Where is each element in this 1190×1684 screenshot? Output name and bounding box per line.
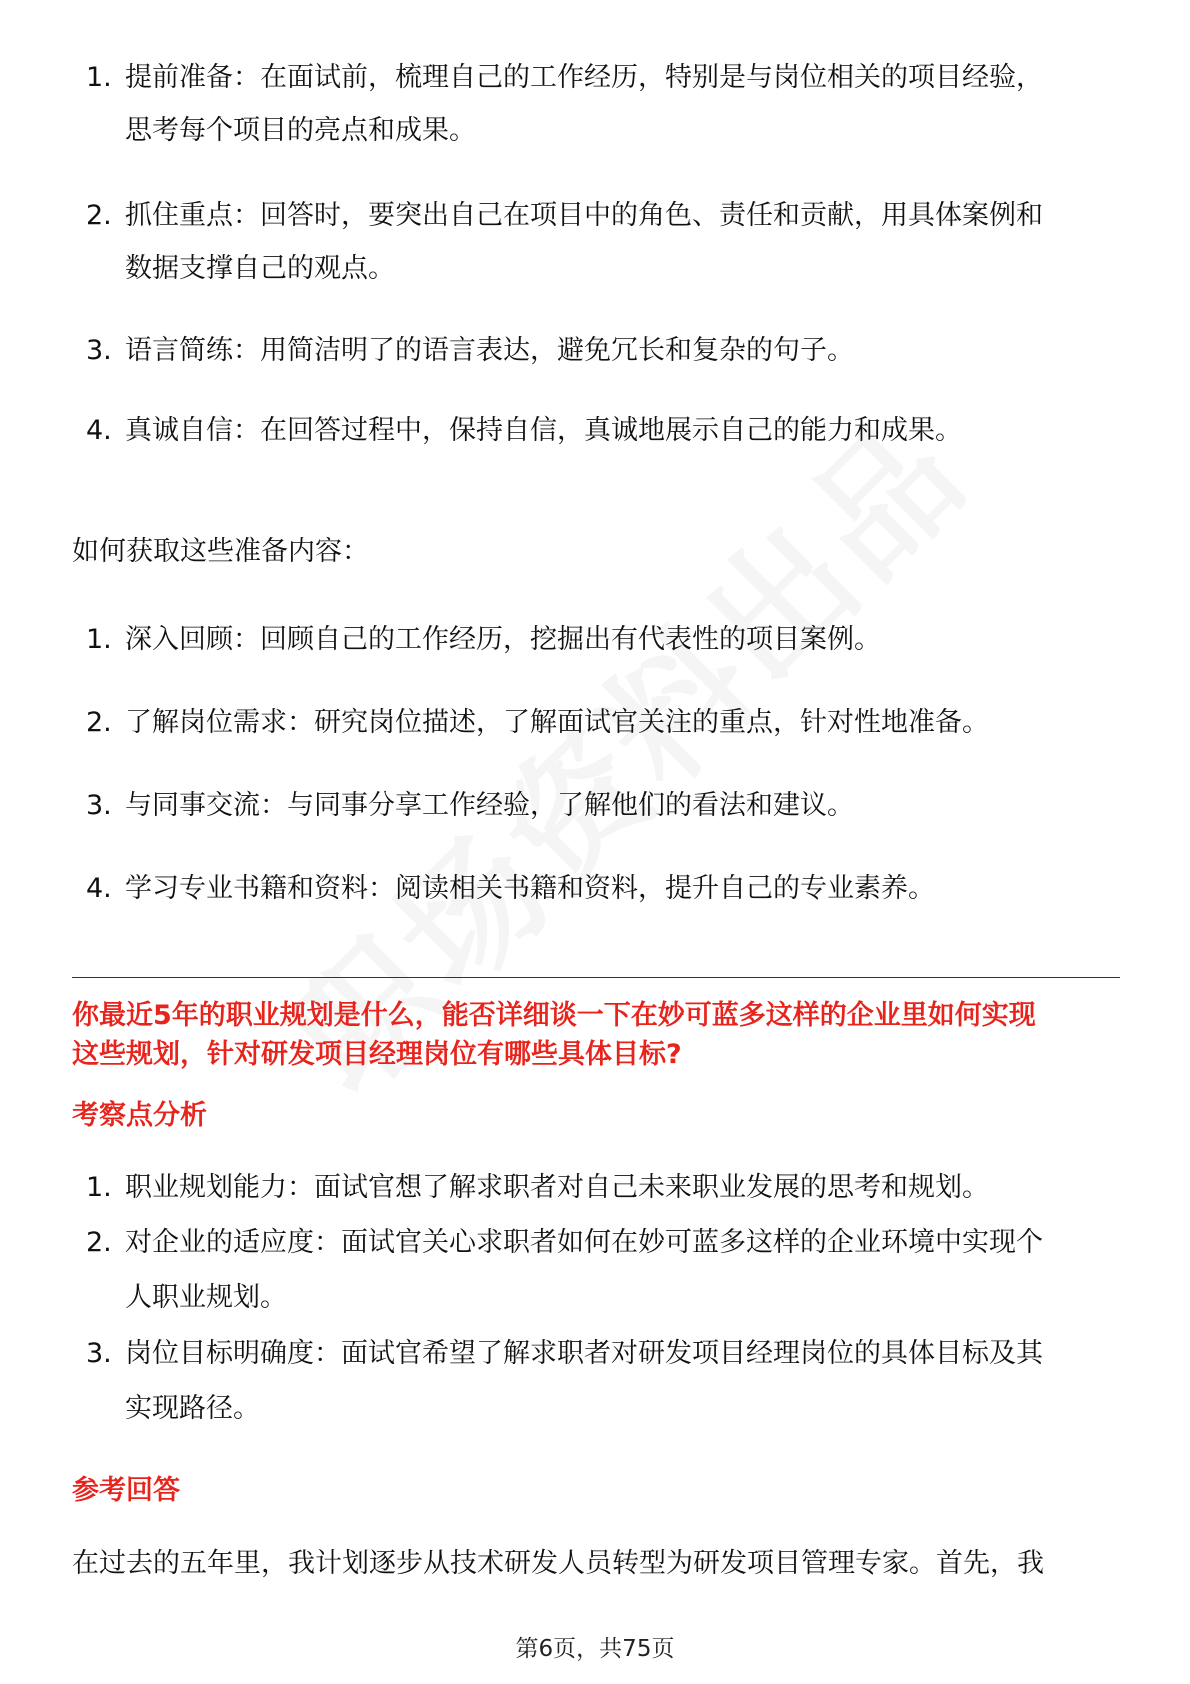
list-number: 2. — [86, 1227, 112, 1258]
list-number: 4. — [86, 415, 112, 446]
list-text-line: 真诚自信：在回答过程中，保持自信，真诚地展示自己的能力和成果。 — [125, 415, 962, 446]
list-text-line: 数据支撑自己的观点。 — [125, 253, 395, 284]
list-number: 1. — [86, 1172, 112, 1203]
list-number: 3. — [86, 1338, 112, 1369]
list-item — [0, 778, 1190, 861]
page-number: 第6页，共75页 — [515, 1636, 675, 1662]
list-item — [0, 403, 1190, 483]
list-text-line: 抓住重点：回答时，要突出自己在项目中的角色、责任和贡献，用具体案例和 — [125, 200, 1043, 231]
analysis-title: 考察点分析 — [72, 1100, 207, 1131]
answer-paragraph: 在过去的五年里，我计划逐步从技术研发人员转型为研发项目管理专家。首先，我 — [72, 1548, 1044, 1579]
list-text-line: 人职业规划。 — [125, 1282, 287, 1313]
list-text-line: 思考每个项目的亮点和成果。 — [125, 115, 476, 146]
list-number: 1. — [86, 624, 112, 655]
list-text-line: 提前准备：在面试前，梳理自己的工作经历，特别是与岗位相关的项目经验， — [125, 62, 1043, 93]
list-item — [0, 861, 1190, 944]
question-heading — [72, 996, 1132, 1074]
prep-list — [0, 612, 1190, 944]
list-text-line: 实现路径。 — [125, 1393, 260, 1424]
question-line: 你最近5年的职业规划是什么，能否详细谈一下在妙可蓝多这样的企业里如何实现 — [72, 1000, 1036, 1031]
answer-title: 参考回答 — [72, 1475, 180, 1506]
list-number: 2. — [86, 707, 112, 738]
list-item — [0, 188, 1190, 323]
list-number: 2. — [86, 200, 112, 231]
list-text-line: 岗位目标明确度：面试官希望了解求职者对研发项目经理岗位的具体目标及其 — [125, 1338, 1043, 1369]
list-item — [0, 1326, 1190, 1437]
list-item — [0, 323, 1190, 403]
list-item — [0, 612, 1190, 695]
prep-heading: 如何获取这些准备内容： — [72, 536, 369, 567]
list-text-line: 与同事交流：与同事分享工作经验，了解他们的看法和建议。 — [125, 790, 854, 821]
list-item — [0, 50, 1190, 188]
list-number: 1. — [86, 62, 112, 93]
list-item — [0, 1160, 1190, 1215]
list-number: 3. — [86, 335, 112, 366]
analysis-list — [0, 1160, 1190, 1437]
list-text-line: 职业规划能力：面试官想了解求职者对自己未来职业发展的思考和规划。 — [125, 1172, 989, 1203]
list-text-line: 了解岗位需求：研究岗位描述，了解面试官关注的重点，针对性地准备。 — [125, 707, 989, 738]
list-text-line: 语言简练：用简洁明了的语言表达，避免冗长和复杂的句子。 — [125, 335, 854, 366]
question-line: 这些规划，针对研发项目经理岗位有哪些具体目标? — [72, 1039, 682, 1070]
tips-list — [0, 50, 1190, 483]
section-divider — [72, 977, 1120, 978]
list-number: 4. — [86, 873, 112, 904]
list-item — [0, 1215, 1190, 1326]
list-text-line: 对企业的适应度：面试官关心求职者如何在妙可蓝多这样的企业环境中实现个 — [125, 1227, 1043, 1258]
list-text-line: 学习专业书籍和资料：阅读相关书籍和资料，提升自己的专业素养。 — [125, 873, 935, 904]
list-item — [0, 695, 1190, 778]
list-text-line: 深入回顾：回顾自己的工作经历，挖掘出有代表性的项目案例。 — [125, 624, 881, 655]
list-number: 3. — [86, 790, 112, 821]
